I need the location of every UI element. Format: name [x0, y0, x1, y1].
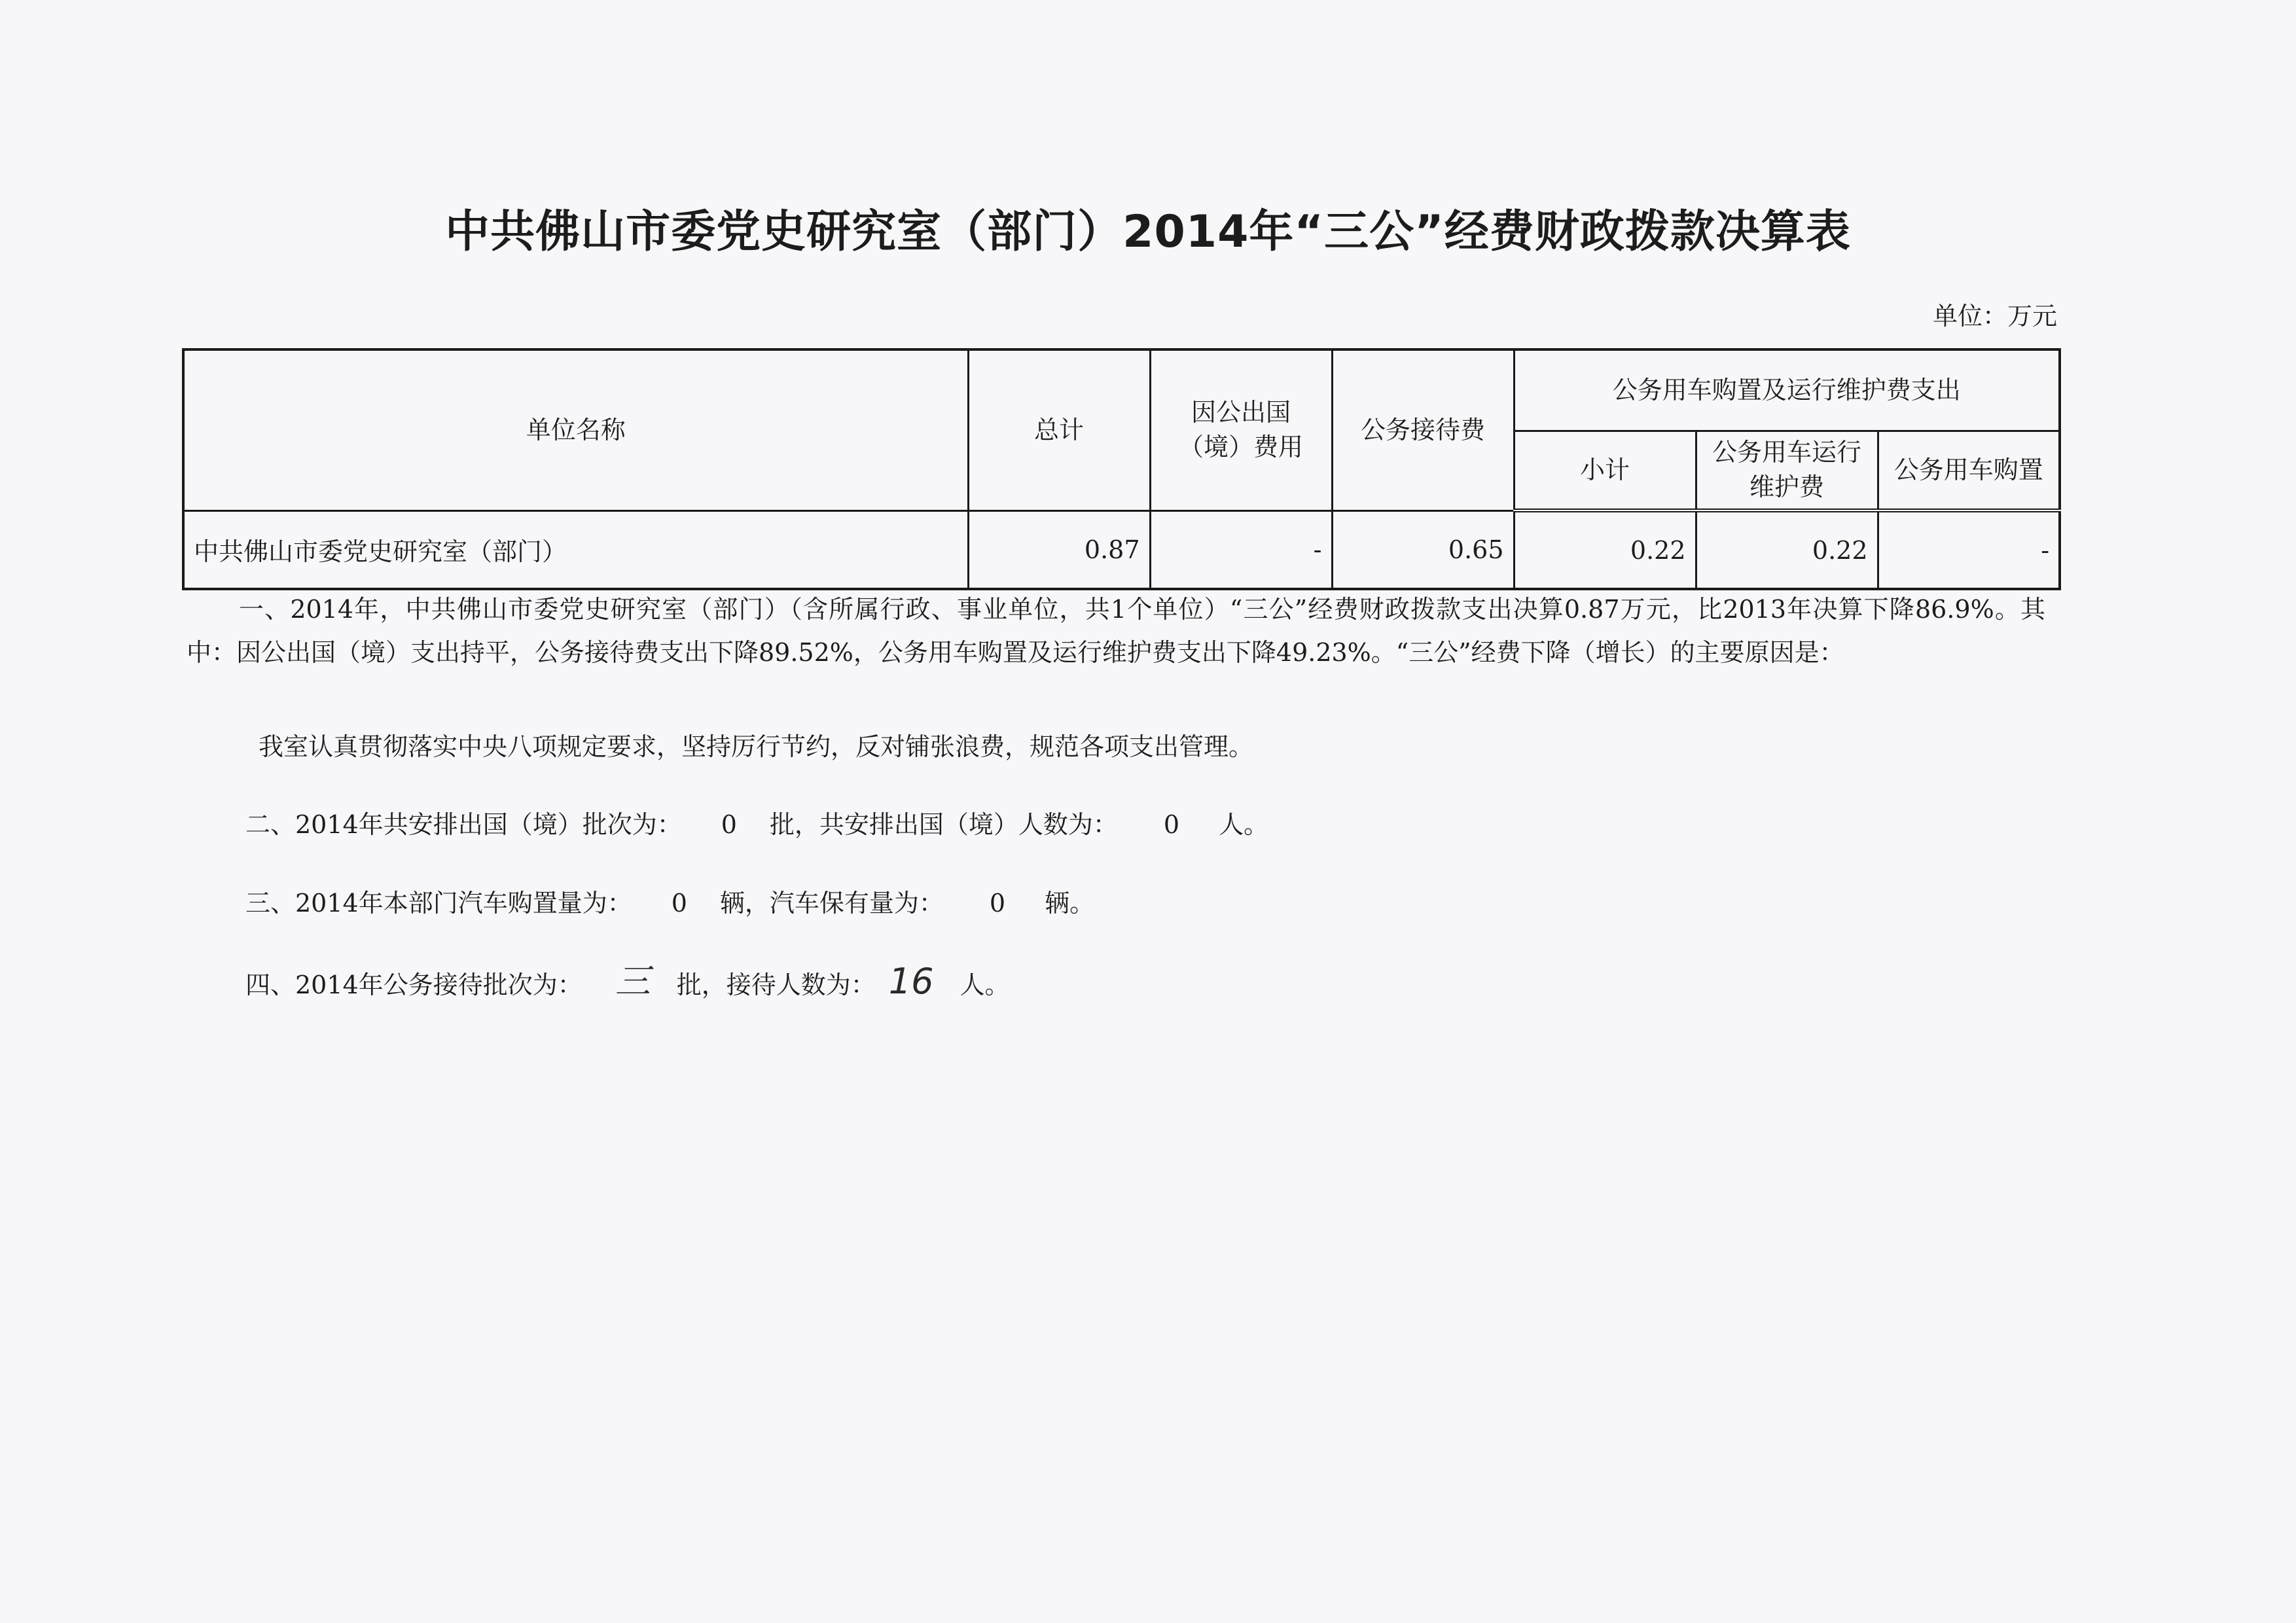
reception-count-line [245, 960, 1009, 1007]
explanation-text: 一、2014年，中共佛山市委党史研究室（部门）（含所属行政、事业单位，共1个单位）“三公”经费财政拨款支出决算0.87万元，比2013年决算下降86.9%。其中：因公出国（境）支出持平，公务接待费支出下降89.52%，公务用车购置及运行维护费支出下降49.23%。“三公”经费下降（增长）的主要原因是： [187, 595, 2045, 667]
vehicle-owned-value: 0 [989, 889, 1006, 918]
table-header-row [183, 349, 2060, 431]
cell-unit-name: 中共佛山市委党史研究室（部门） [183, 510, 968, 589]
col-header-abroad: 因公出国（境）费用 [1150, 349, 1332, 510]
cell-vehicle-operation: 0.22 [1696, 510, 1878, 589]
col-header-unit-name: 单位名称 [183, 349, 968, 510]
vehicle-count-line [245, 882, 1094, 925]
cell-abroad: - [1150, 510, 1332, 589]
abroad-trips-suffix: 人。 [1219, 810, 1269, 839]
reception-batches-handwritten: 三 [615, 961, 651, 1002]
cell-reception: 0.65 [1332, 510, 1514, 589]
table-row [183, 510, 2060, 589]
abroad-batches-value: 0 [721, 810, 737, 839]
cell-vehicle-purchase: - [1878, 510, 2060, 589]
abroad-trips-prefix: 二、2014年共安排出国（境）批次为： [245, 810, 682, 839]
reception-count-suffix: 人。 [960, 971, 1010, 999]
vehicle-count-middle: 辆，汽车保有量为： [719, 889, 944, 918]
budget-table [182, 348, 2061, 590]
abroad-trips-line [245, 803, 1268, 846]
col-header-vehicle-operation: 公务用车运行维护费 [1696, 431, 1878, 510]
col-header-vehicle-group: 公务用车购置及运行维护费支出 [1514, 349, 2060, 431]
vehicle-count-prefix: 三、2014年本部门汽车购置量为： [245, 889, 632, 918]
vehicle-count-suffix: 辆。 [1045, 889, 1095, 918]
cell-subtotal: 0.22 [1514, 510, 1696, 589]
abroad-people-value: 0 [1163, 810, 1180, 839]
col-header-total: 总计 [968, 349, 1150, 510]
cell-total: 0.87 [968, 510, 1150, 589]
col-header-reception: 公务接待费 [1332, 349, 1514, 510]
reason-paragraph: 我室认真贯彻落实中央八项规定要求，坚持厉行节约，反对铺张浪费，规范各项支出管理。 [259, 732, 1254, 761]
vehicle-purchased-value: 0 [671, 889, 687, 918]
reception-count-middle: 批，接待人数为： [676, 971, 876, 999]
reception-count-prefix: 四、2014年公务接待批次为： [245, 971, 583, 999]
abroad-trips-middle: 批，共安排出国（境）人数为： [769, 810, 1118, 839]
col-header-subtotal: 小计 [1514, 431, 1696, 510]
col-header-vehicle-purchase: 公务用车购置 [1878, 431, 2060, 510]
explanation-paragraph [187, 588, 2045, 674]
page-title: 中共佛山市委党史研究室（部门）2014年“三公”经费财政拨款决算表 [445, 206, 1851, 258]
reception-people-handwritten: 16 [888, 961, 934, 1002]
unit-label: 单位：万元 [1932, 302, 2057, 330]
